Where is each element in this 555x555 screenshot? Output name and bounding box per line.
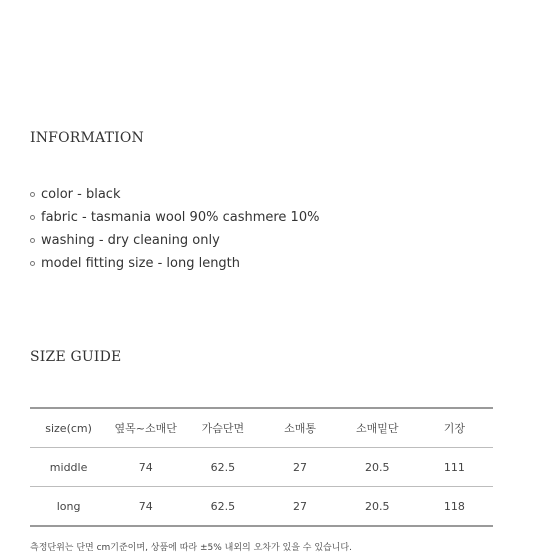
cell-chest-width: 62.5 bbox=[210, 499, 236, 513]
size-table bbox=[30, 407, 493, 527]
cell-shoulder-to-cuff: 74 bbox=[138, 460, 153, 474]
header-chest-width: 가슴단면 bbox=[201, 422, 245, 435]
info-washing: washing - dry cleaning only bbox=[41, 233, 220, 248]
header-sleeve-opening: 소매밑단 bbox=[355, 422, 399, 435]
cell-sleeve-opening: 20.5 bbox=[364, 460, 390, 474]
header-sleeve-width: 소매통 bbox=[284, 422, 316, 435]
bullet-icon bbox=[30, 261, 35, 266]
cell-sleeve-width: 27 bbox=[293, 460, 308, 474]
bullet-icon bbox=[30, 192, 35, 197]
info-color: color - black bbox=[41, 187, 121, 202]
cell-size: middle bbox=[49, 460, 88, 474]
cell-shoulder-to-cuff: 74 bbox=[138, 499, 153, 513]
table-header-row bbox=[30, 408, 493, 448]
cell-chest-width: 62.5 bbox=[210, 460, 236, 474]
cell-length: 111 bbox=[443, 460, 465, 474]
info-model-fitting: model fitting size - long length bbox=[41, 256, 241, 271]
bullet-icon bbox=[30, 215, 35, 220]
information-title: INFORMATION bbox=[30, 130, 144, 146]
list-item bbox=[30, 229, 319, 252]
measurement-footnote: 측정단위는 단면 cm기준이며, 상품에 따라 ±5% 내외의 오차가 있을 수 있습니다. bbox=[30, 543, 352, 553]
list-item bbox=[30, 206, 319, 229]
list-item bbox=[30, 252, 319, 275]
information-list bbox=[30, 183, 319, 275]
list-item bbox=[30, 183, 319, 206]
cell-sleeve-opening: 20.5 bbox=[364, 499, 390, 513]
cell-sleeve-width: 27 bbox=[293, 499, 308, 513]
header-shoulder-to-cuff: 옆목~소매단 bbox=[114, 422, 177, 435]
bullet-icon bbox=[30, 238, 35, 243]
table-row bbox=[30, 487, 493, 527]
size-guide-title: SIZE GUIDE bbox=[30, 349, 122, 365]
info-fabric: fabric - tasmania wool 90% cashmere 10% bbox=[41, 210, 320, 225]
table-row bbox=[30, 448, 493, 487]
cell-length: 118 bbox=[443, 499, 465, 513]
cell-size: long bbox=[56, 499, 81, 513]
header-length: 기장 bbox=[443, 422, 466, 435]
header-size: size(cm) bbox=[45, 421, 92, 435]
